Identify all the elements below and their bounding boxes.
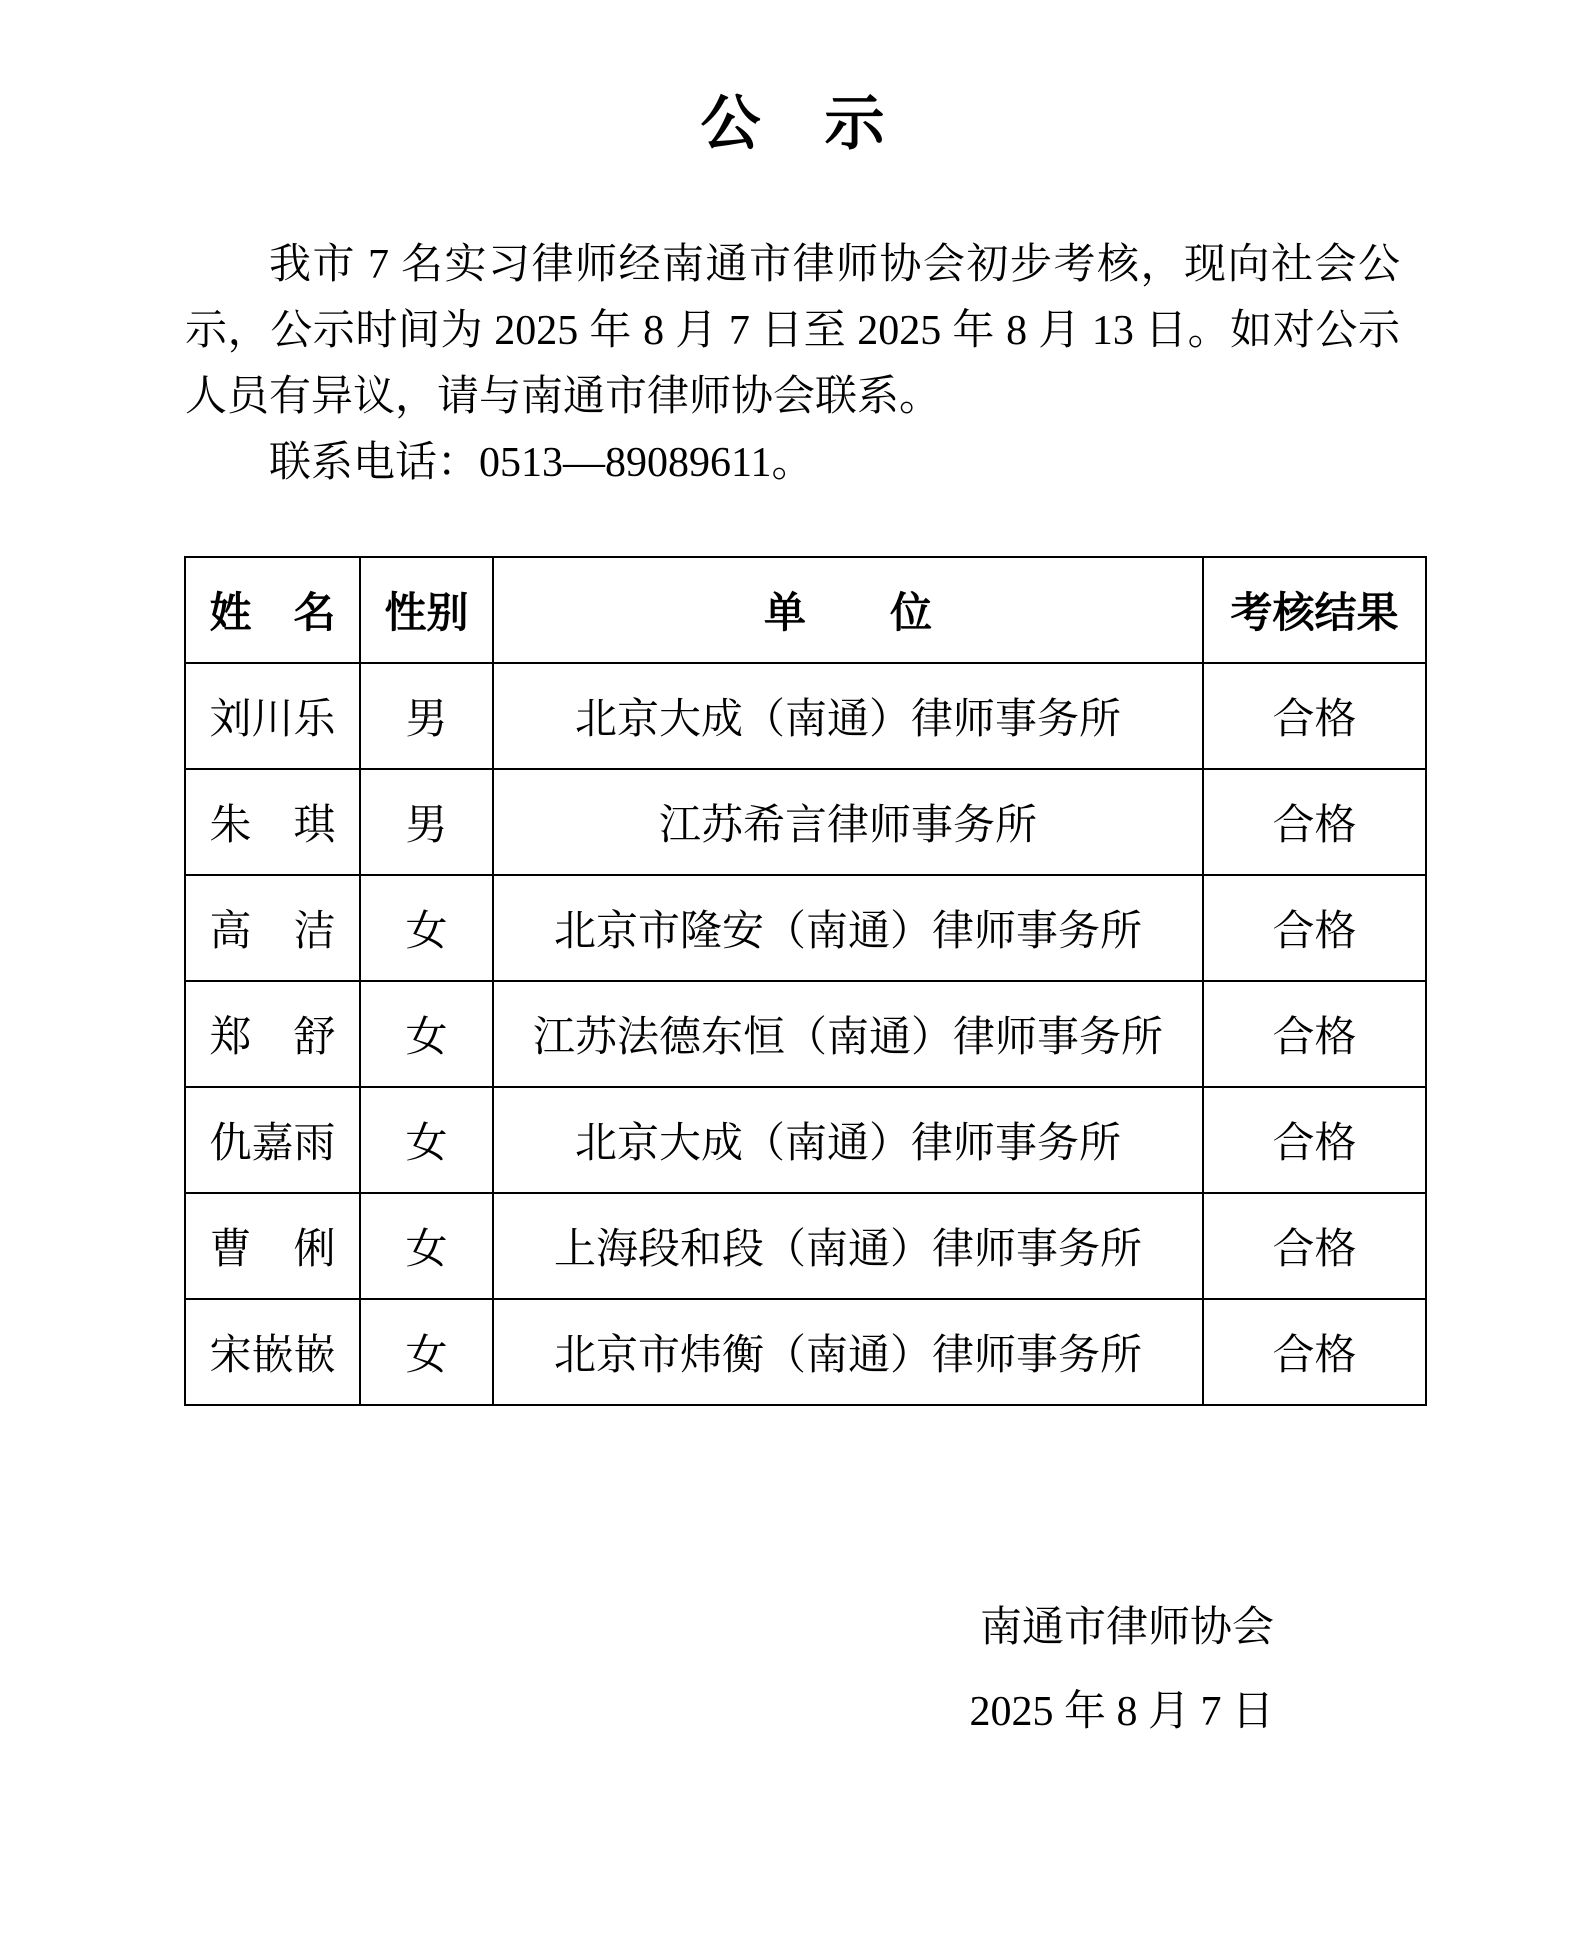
cell-gender: 女 (360, 875, 493, 981)
announcement-paragraph: 我市 7 名实习律师经南通市律师协会初步考核，现向社会公示，公示时间为 2025 年 8 月 7 日至 2025 年 8 月 13 日。如对公示人员有异议，请与南通市律师协会联系。 (185, 242, 1400, 420)
cell-unit: 江苏法德东恒（南通）律师事务所 (493, 981, 1203, 1087)
cell-name: 朱 琪 (185, 769, 360, 875)
contact-phone-line: 联系电话：0513—89089611。 (269, 440, 814, 486)
document-page (0, 88, 1587, 1938)
cell-result: 合格 (1203, 1087, 1426, 1193)
cell-unit: 北京市炜衡（南通）律师事务所 (493, 1299, 1203, 1405)
cell-unit: 江苏希言律师事务所 (493, 769, 1203, 875)
cell-result: 合格 (1203, 663, 1426, 769)
col-header-name: 姓 名 (185, 557, 360, 663)
cell-gender: 男 (360, 769, 493, 875)
col-header-result: 考核结果 (1203, 557, 1426, 663)
table-row (185, 875, 1426, 981)
col-header-unit: 单 位 (493, 557, 1203, 663)
page-title: 公 示 (700, 91, 887, 157)
cell-unit: 上海段和段（南通）律师事务所 (493, 1193, 1203, 1299)
cell-name: 曹 俐 (185, 1193, 360, 1299)
table-row (185, 981, 1426, 1087)
cell-gender: 女 (360, 981, 493, 1087)
signature-block (0, 1586, 1587, 1754)
cell-gender: 女 (360, 1087, 493, 1193)
cell-unit: 北京大成（南通）律师事务所 (493, 1087, 1203, 1193)
cell-gender: 女 (360, 1299, 493, 1405)
announcement-body (185, 232, 1400, 496)
table-row (185, 1299, 1426, 1405)
signature-date: 2025 年 8 月 7 日 (969, 1689, 1274, 1735)
cell-result: 合格 (1203, 1299, 1426, 1405)
table-row (185, 663, 1426, 769)
cell-result: 合格 (1203, 875, 1426, 981)
col-header-gender: 性别 (360, 557, 493, 663)
cell-result: 合格 (1203, 1193, 1426, 1299)
cell-name: 高 洁 (185, 875, 360, 981)
organization-name: 南通市律师协会 (979, 1605, 1274, 1651)
cell-result: 合格 (1203, 981, 1426, 1087)
cell-gender: 女 (360, 1193, 493, 1299)
table-row (185, 1193, 1426, 1299)
table-header-row (185, 557, 1426, 663)
cell-unit: 北京市隆安（南通）律师事务所 (493, 875, 1203, 981)
cell-name: 刘川乐 (185, 663, 360, 769)
cell-result: 合格 (1203, 769, 1426, 875)
cell-name: 宋嵌嵌 (185, 1299, 360, 1405)
table-row (185, 1087, 1426, 1193)
table-row (185, 769, 1426, 875)
assessment-result-table (184, 556, 1427, 1406)
cell-name: 郑 舒 (185, 981, 360, 1087)
cell-name: 仇嘉雨 (185, 1087, 360, 1193)
cell-gender: 男 (360, 663, 493, 769)
cell-unit: 北京大成（南通）律师事务所 (493, 663, 1203, 769)
